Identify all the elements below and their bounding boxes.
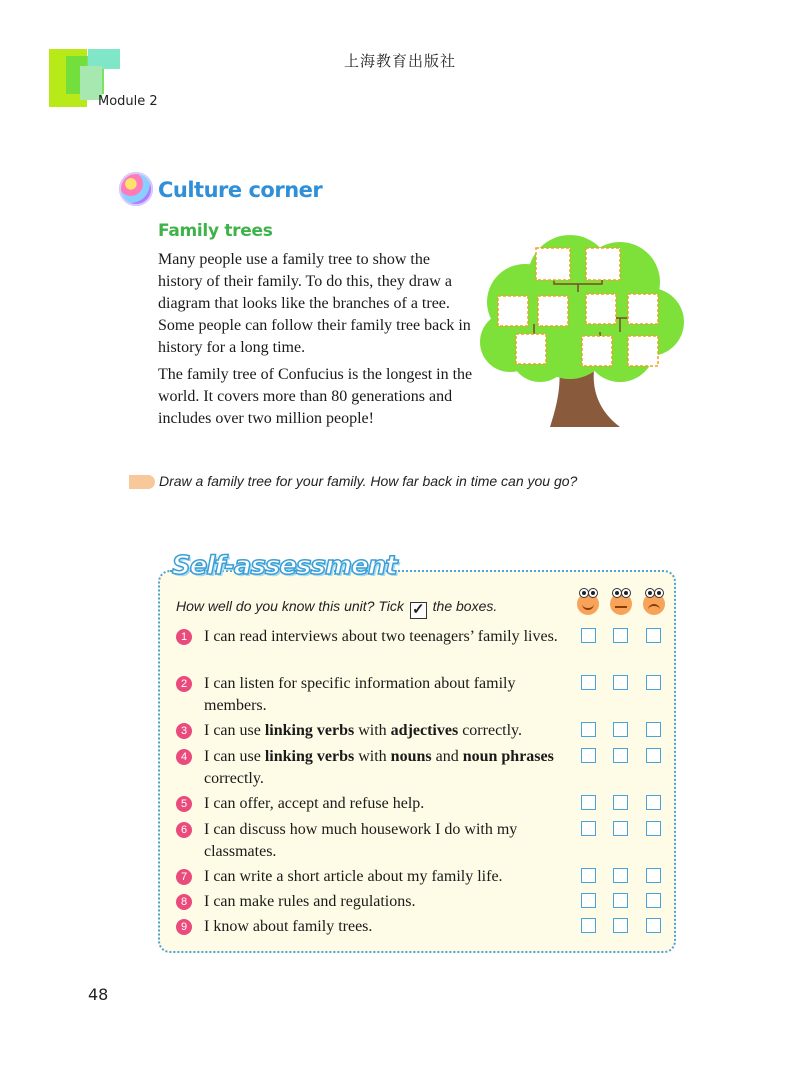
checkbox-good[interactable] xyxy=(581,821,596,836)
item-text-bold: linking verbs xyxy=(264,722,355,739)
checkbox-good[interactable] xyxy=(581,795,596,810)
task-instruction: Draw a family tree for your family. How far back in time can you go? xyxy=(159,473,578,489)
item-text xyxy=(204,793,574,815)
self-assessment-title: Self-assessment xyxy=(172,551,397,581)
checkbox-poor[interactable] xyxy=(646,675,661,690)
checkbox-ok[interactable] xyxy=(613,675,628,690)
item-text xyxy=(204,866,574,888)
checkbox-good[interactable] xyxy=(581,675,596,690)
item-text xyxy=(204,626,574,648)
checkbox-good[interactable] xyxy=(581,628,596,643)
item-text-part: I can use xyxy=(204,748,265,765)
item-number: 7 xyxy=(176,869,192,885)
paragraph: Many people use a family tree to show the history of their family. To do this, they draw a diagram that looks like the branches of a tree. Some people can follow their family tree back in history for a long time. xyxy=(158,251,471,356)
checkbox-good[interactable] xyxy=(581,748,596,763)
section-title: Culture corner xyxy=(158,178,323,202)
checkbox-good[interactable] xyxy=(581,868,596,883)
item-number: 1 xyxy=(176,629,192,645)
item-text-part: correctly. xyxy=(204,770,264,787)
checkbox-good[interactable] xyxy=(581,918,596,933)
item-text xyxy=(204,746,574,790)
question-text: the boxes. xyxy=(432,598,498,614)
checkbox-poor[interactable] xyxy=(646,868,661,883)
checkbox-poor[interactable] xyxy=(646,821,661,836)
item-text xyxy=(204,819,574,863)
item-text-part: with xyxy=(354,722,391,739)
item-text xyxy=(204,891,574,913)
item-number: 6 xyxy=(176,822,192,838)
culture-corner-icon xyxy=(119,172,153,206)
sad-face-icon xyxy=(643,593,665,615)
item-text-bold: adjectives xyxy=(390,722,459,739)
checkbox-ok[interactable] xyxy=(613,628,628,643)
checkbox-poor[interactable] xyxy=(646,722,661,737)
assessment-question xyxy=(176,598,497,619)
checkbox-poor[interactable] xyxy=(646,893,661,908)
item-text-part: I can listen for specific information about family members. xyxy=(204,675,516,714)
item-text-part: I can offer, accept and refuse help. xyxy=(204,795,425,812)
checkbox-poor[interactable] xyxy=(646,748,661,763)
checkbox-ok[interactable] xyxy=(613,795,628,810)
checkbox-poor[interactable] xyxy=(646,795,661,810)
paragraph: The family tree of Confucius is the longest in the world. It covers more than 80 generations and includes over two million people! xyxy=(158,366,473,427)
checkbox-poor[interactable] xyxy=(646,628,661,643)
family-tree-illustration xyxy=(470,232,685,427)
item-number: 8 xyxy=(176,894,192,910)
item-number: 4 xyxy=(176,749,192,765)
item-text xyxy=(204,916,574,938)
tick-icon: ✓ xyxy=(410,602,427,619)
item-number: 3 xyxy=(176,723,192,739)
item-number: 9 xyxy=(176,919,192,935)
item-text-part: with xyxy=(354,748,391,765)
publisher-name: 上海教育出版社 xyxy=(343,52,456,70)
section-subtitle: Family trees xyxy=(158,221,273,241)
question-text: How well do you know this unit? Tick xyxy=(176,598,404,614)
checkbox-ok[interactable] xyxy=(613,821,628,836)
item-text-bold: linking verbs xyxy=(264,748,355,765)
item-text-part: I can make rules and regulations. xyxy=(204,893,416,910)
item-text-part: correctly. xyxy=(458,722,523,739)
item-text-part: I can read interviews about two teenagers’ family lives. xyxy=(204,628,558,645)
checkbox-ok[interactable] xyxy=(613,893,628,908)
item-text-part: I can use xyxy=(204,722,265,739)
item-number: 2 xyxy=(176,676,192,692)
item-number: 5 xyxy=(176,796,192,812)
item-text-part: I can discuss how much housework I do with my classmates. xyxy=(204,821,518,860)
checkbox-good[interactable] xyxy=(581,893,596,908)
item-text-part: I can write a short article about my family life. xyxy=(204,868,503,885)
item-text-bold: noun phrases xyxy=(462,748,554,765)
page-number: 48 xyxy=(88,985,109,1004)
item-text xyxy=(204,673,574,717)
item-text xyxy=(204,720,574,742)
item-text-part: and xyxy=(431,748,463,765)
neutral-face-icon xyxy=(610,593,632,615)
item-text-bold: nouns xyxy=(390,748,432,765)
checkbox-good[interactable] xyxy=(581,722,596,737)
checkbox-ok[interactable] xyxy=(613,722,628,737)
item-text-part: I know about family trees. xyxy=(204,918,373,935)
module-label: Module 2 xyxy=(98,94,158,109)
checkbox-poor[interactable] xyxy=(646,918,661,933)
checkbox-ok[interactable] xyxy=(613,748,628,763)
checkbox-ok[interactable] xyxy=(613,868,628,883)
happy-face-icon xyxy=(577,593,599,615)
checkbox-ok[interactable] xyxy=(613,918,628,933)
task-marker xyxy=(129,475,155,489)
